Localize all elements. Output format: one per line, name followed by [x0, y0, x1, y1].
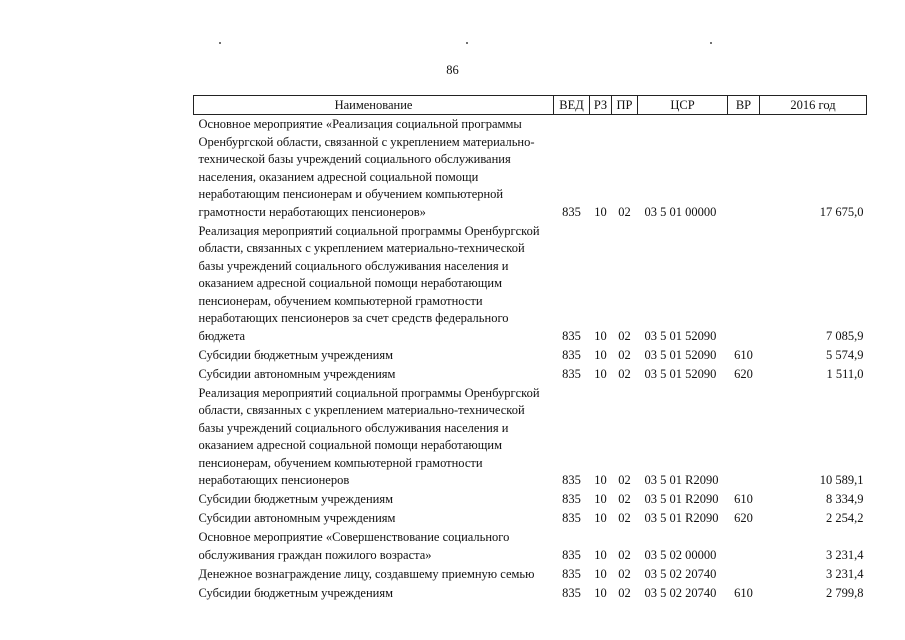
- column-header-year: 2016 год: [760, 96, 867, 115]
- budget-table: [193, 95, 867, 604]
- row-ved: 835: [562, 328, 581, 343]
- row-pr: 02: [618, 473, 631, 487]
- row-ved: 835: [562, 585, 581, 600]
- row-pr: 02: [618, 492, 631, 506]
- table-row: [194, 585, 867, 604]
- row-pr: 02: [618, 547, 631, 562]
- row-ved: 835: [562, 492, 581, 506]
- row-amount: 3 231,4: [826, 566, 864, 581]
- row-rz: 10: [594, 473, 607, 487]
- row-vr: 620: [734, 511, 753, 525]
- row-name: Денежное вознаграждение лицу, создавшему приемную семью: [198, 566, 535, 581]
- row-ved: 835: [562, 566, 581, 581]
- table-row: [194, 510, 867, 529]
- row-pr: 02: [618, 347, 631, 362]
- row-rz: 10: [594, 366, 607, 381]
- row-name: Основное мероприятие «Совершенствование социального обслуживания граждан пожилого возраста»: [198, 530, 510, 562]
- row-amount: 3 231,4: [826, 547, 864, 562]
- row-vr: 610: [734, 492, 753, 506]
- row-rz: 10: [594, 328, 607, 343]
- table-row: [194, 347, 867, 366]
- table-header-row: [194, 96, 867, 115]
- row-name: Субсидии бюджетным учреждениям: [198, 585, 394, 600]
- row-csr: 03 5 01 00000: [644, 204, 717, 219]
- row-vr: 610: [734, 347, 753, 362]
- row-amount: 2 799,8: [826, 585, 864, 600]
- row-ved: 835: [562, 366, 581, 381]
- row-vr: [728, 385, 760, 492]
- table-row: [194, 529, 867, 566]
- row-pr: 02: [618, 511, 631, 525]
- row-vr: [728, 566, 760, 585]
- column-header-ved: ВЕД: [554, 96, 590, 115]
- row-csr: 03 5 01 R2090: [644, 473, 719, 487]
- row-rz: 10: [594, 347, 607, 362]
- row-pr: 02: [618, 328, 631, 343]
- column-header-vr: ВР: [728, 96, 760, 115]
- row-csr: 03 5 02 20740: [644, 566, 717, 581]
- row-name: Субсидии бюджетным учреждениям: [198, 347, 394, 362]
- table-row: [194, 385, 867, 492]
- row-name: Реализация мероприятий социальной программы Оренбургской области, связанных с укреплением материально-технической базы учреждений социального обслуживания населения и оказанием адресной социальной помощи неработающим пенсионерам, обучением компьютерной грамотности неработающих пенсионеров за счет средств федерального бюджета: [198, 223, 540, 343]
- column-header-name: Наименование: [194, 96, 554, 115]
- scan-speck: [219, 42, 221, 44]
- row-vr: 610: [734, 585, 753, 600]
- table-row: [194, 366, 867, 385]
- row-ved: 835: [562, 547, 581, 562]
- row-name: Субсидии автономным учреждениям: [198, 511, 396, 525]
- row-amount: 1 511,0: [826, 366, 864, 381]
- row-rz: 10: [594, 511, 607, 525]
- row-amount: 7 085,9: [826, 328, 864, 343]
- row-amount: 10 589,1: [819, 473, 864, 487]
- row-pr: 02: [618, 204, 631, 219]
- row-ved: 835: [562, 473, 581, 487]
- row-pr: 02: [618, 566, 631, 581]
- row-ved: 835: [562, 347, 581, 362]
- table-row: [194, 566, 867, 585]
- column-header-csr: ЦСР: [638, 96, 728, 115]
- row-pr: 02: [618, 585, 631, 600]
- row-csr: 03 5 01 52090: [644, 366, 717, 381]
- row-amount: 2 254,2: [826, 511, 864, 525]
- row-ved: 835: [562, 511, 581, 525]
- row-amount: 17 675,0: [819, 204, 864, 219]
- row-csr: 03 5 02 00000: [644, 547, 717, 562]
- page-number: 86: [446, 63, 459, 77]
- column-header-rz: РЗ: [590, 96, 612, 115]
- row-rz: 10: [594, 566, 607, 581]
- row-rz: 10: [594, 492, 607, 506]
- row-csr: 03 5 02 20740: [644, 585, 717, 600]
- row-csr: 03 5 01 52090: [644, 347, 717, 362]
- row-pr: 02: [618, 366, 631, 381]
- row-vr: [728, 529, 760, 566]
- row-vr: 620: [734, 366, 753, 381]
- row-rz: 10: [594, 547, 607, 562]
- row-amount: 8 334,9: [826, 492, 864, 506]
- row-amount: 5 574,9: [826, 347, 864, 362]
- table-row: [194, 115, 867, 223]
- table-row: [194, 491, 867, 510]
- row-ved: 835: [562, 204, 581, 219]
- row-csr: 03 5 01 R2090: [644, 511, 719, 525]
- row-vr: [728, 223, 760, 347]
- row-vr: [728, 115, 760, 223]
- row-name: Реализация мероприятий социальной программы Оренбургской области, связанных с укреплением материально-технической базы учреждений социального обслуживания населения и оказанием адресной социальной помощи неработающим пенсионерам, обучением компьютерной грамотности неработающих пенсионеров: [198, 385, 540, 487]
- column-header-pr: ПР: [612, 96, 638, 115]
- row-name: Субсидии бюджетным учреждениям: [198, 492, 394, 506]
- row-rz: 10: [594, 204, 607, 219]
- row-name: Основное мероприятие «Реализация социальной программы Оренбургской области, связанной с укреплением материально-технической базы учреждений социального обслуживания населения, оказанием адресной социальной помощи неработающим пенсионерам и обучением компьютерной грамотности неработающих пенсионеров»: [198, 117, 535, 219]
- row-rz: 10: [594, 585, 607, 600]
- row-csr: 03 5 01 52090: [644, 328, 717, 343]
- scan-speck: [710, 42, 712, 44]
- scan-speck: [466, 42, 468, 44]
- table-row: [194, 223, 867, 347]
- row-csr: 03 5 01 R2090: [644, 492, 719, 506]
- row-name: Субсидии автономным учреждениям: [198, 366, 396, 381]
